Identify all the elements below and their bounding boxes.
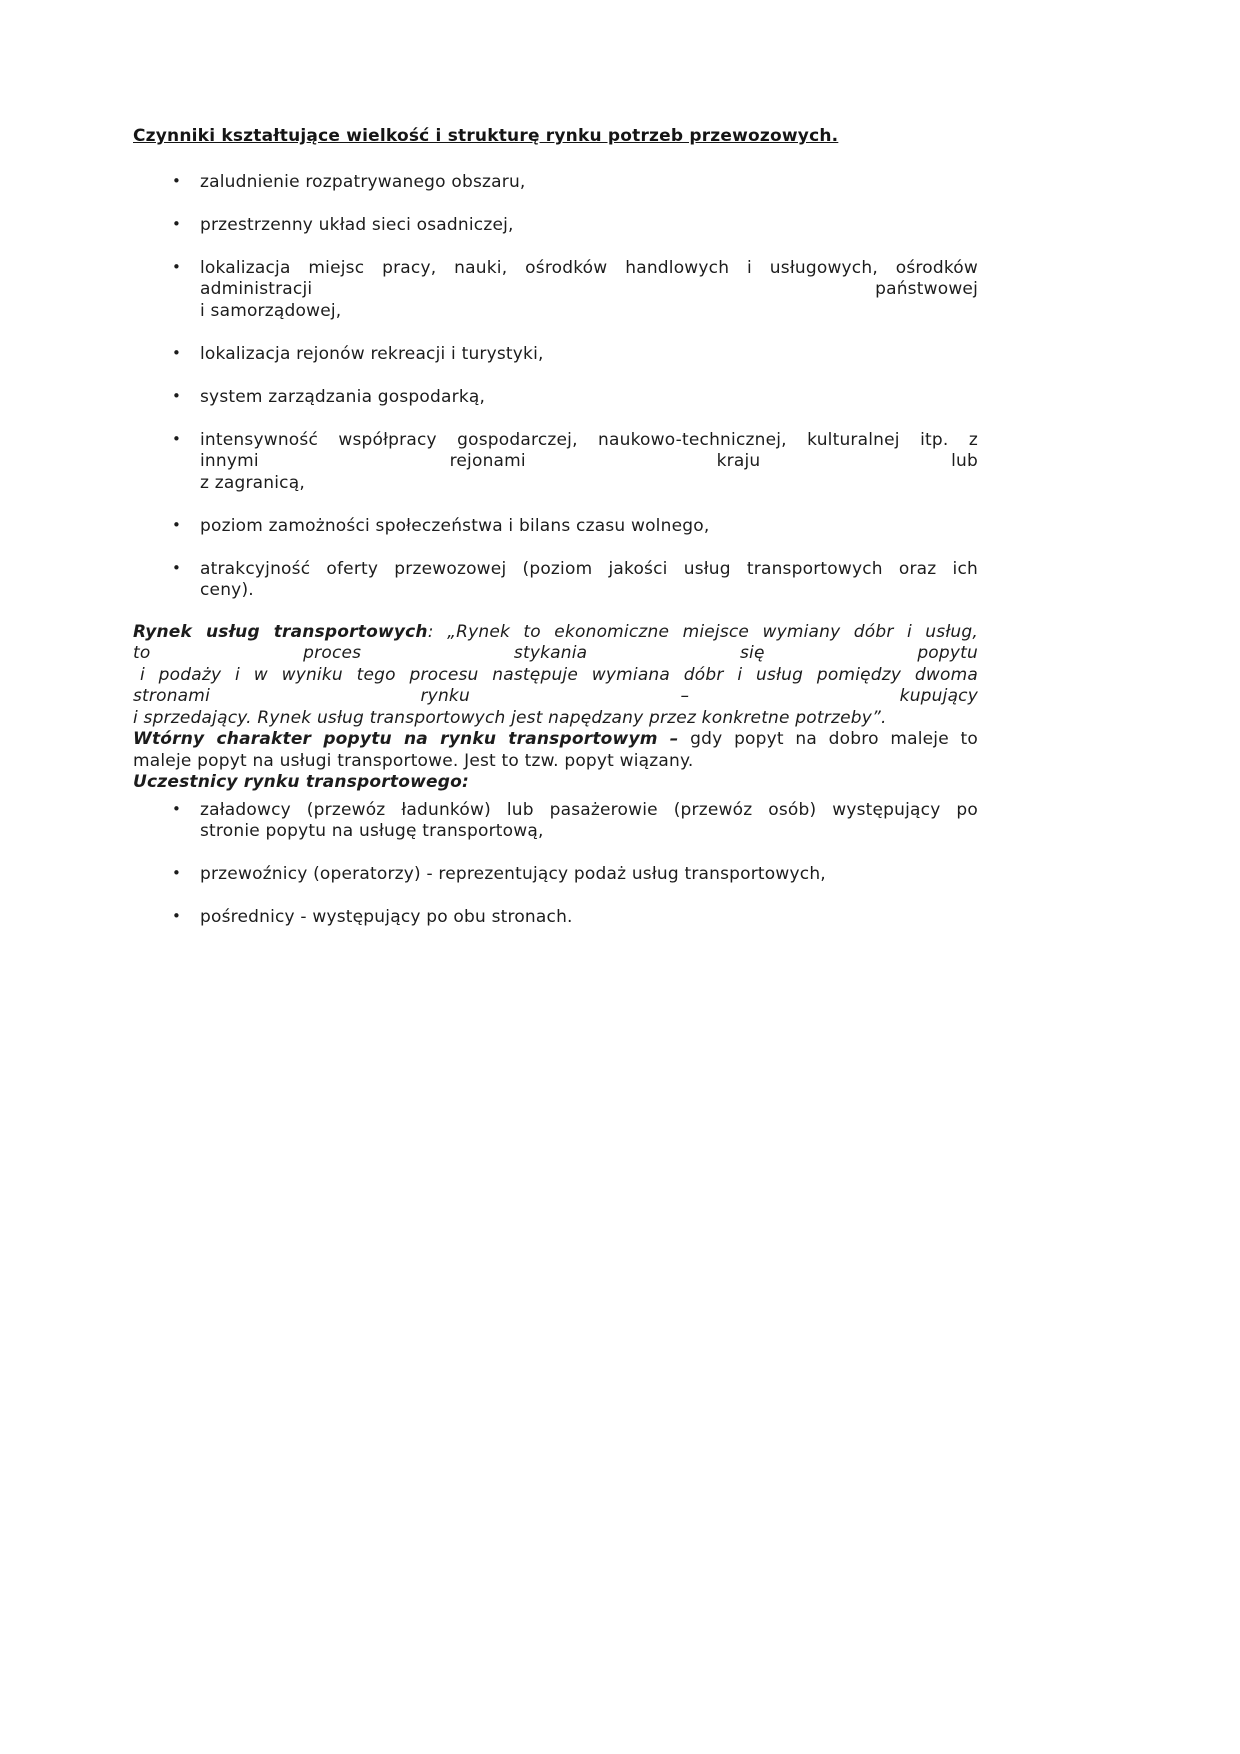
definition-lead-text: Rynek usług transportowych xyxy=(133,621,428,642)
list-item xyxy=(133,344,978,366)
list-item-text-line: administracji państwowej xyxy=(200,279,978,299)
participants-list xyxy=(133,800,978,929)
list-item-text-line: i samorządowej, xyxy=(200,300,342,321)
paragraph-line xyxy=(133,622,978,644)
list-item-text-line: załadowcy (przewóz ładunków) lub pasażerowie (przewóz osób) występujący po xyxy=(200,799,978,820)
list-item-text-line: ceny). xyxy=(200,580,254,600)
bullet-icon: • xyxy=(172,171,182,190)
list-item-text-line: z zagranicą, xyxy=(200,472,305,493)
list-item xyxy=(133,864,978,886)
list-item xyxy=(133,215,978,237)
bullet-icon: • xyxy=(172,386,182,405)
bullet-icon: • xyxy=(172,429,182,448)
list-item-text-line: stronie popytu na usługę transportową, xyxy=(200,821,544,841)
paragraph-line: i podaży i w wyniku tego procesu następuje wymiana dóbr i usług pomiędzy dwoma xyxy=(140,664,978,685)
list-item xyxy=(133,430,978,495)
definition-rest-text: : „Rynek to ekonomiczne miejsce wymiany dóbr i usług, xyxy=(427,621,978,642)
list-item-text-line: intensywność współpracy gospodarczej, naukowo-technicznej, kulturalnej itp. z xyxy=(200,429,978,450)
participants-heading: Uczestnicy rynku transportowego: xyxy=(133,772,469,792)
bullet-icon: • xyxy=(172,558,182,577)
list-item xyxy=(133,516,978,538)
list-item xyxy=(133,800,978,843)
bullet-icon: • xyxy=(172,799,182,818)
list-item xyxy=(133,172,978,194)
bullet-icon: • xyxy=(172,343,182,362)
paragraph-line xyxy=(133,729,978,751)
list-item-text-line: lokalizacja miejsc pracy, nauki, ośrodków handlowych i usługowych, ośrodków xyxy=(200,257,978,278)
paragraph-line: i sprzedający. Rynek usług transportowych jest napędzany przez konkretne potrzeby”. xyxy=(133,707,887,728)
paragraph-line: maleje popyt na usługi transportowe. Jest to tzw. popyt wiązany. xyxy=(133,750,694,771)
bullet-icon: • xyxy=(172,515,182,534)
list-item-text: lokalizacja rejonów rekreacji i turystyki, xyxy=(200,343,544,364)
factors-list xyxy=(133,172,978,602)
list-item-text: przewoźnicy (operatorzy) - reprezentujący podaż usług transportowych, xyxy=(200,864,826,884)
paragraph-line: to proces stykania się popytu xyxy=(133,643,978,663)
list-item xyxy=(133,559,978,602)
list-item-text: system zarządzania gospodarką, xyxy=(200,386,486,407)
document-title: Czynniki kształtujące wielkość i strukturę rynku potrzeb przewozowych. xyxy=(133,126,839,146)
list-item-text: przestrzenny układ sieci osadniczej, xyxy=(200,214,514,235)
list-item-text: pośrednicy - występujący po obu stronach. xyxy=(200,907,573,927)
market-definition-paragraph xyxy=(133,622,978,794)
secondary-demand-rest-text: gdy popyt na dobro maleje to xyxy=(678,729,978,749)
bullet-icon: • xyxy=(172,214,182,233)
list-item-text-line: atrakcyjność oferty przewozowej (poziom jakości usług transportowych oraz ich xyxy=(200,558,978,579)
bullet-icon: • xyxy=(172,907,182,925)
list-item-text: poziom zamożności społeczeństwa i bilans czasu wolnego, xyxy=(200,515,710,536)
list-item-text-line: innymi rejonami kraju lub xyxy=(200,451,978,471)
list-item-text: zaludnienie rozpatrywanego obszaru, xyxy=(200,171,526,192)
bullet-icon: • xyxy=(172,257,182,276)
list-item xyxy=(133,258,978,323)
list-item xyxy=(133,907,978,929)
paragraph-line: stronami rynku – kupujący xyxy=(133,686,978,706)
secondary-demand-lead-text: Wtórny charakter popytu na rynku transportowym – xyxy=(133,729,679,749)
bullet-icon: • xyxy=(172,864,182,882)
list-item xyxy=(133,387,978,409)
